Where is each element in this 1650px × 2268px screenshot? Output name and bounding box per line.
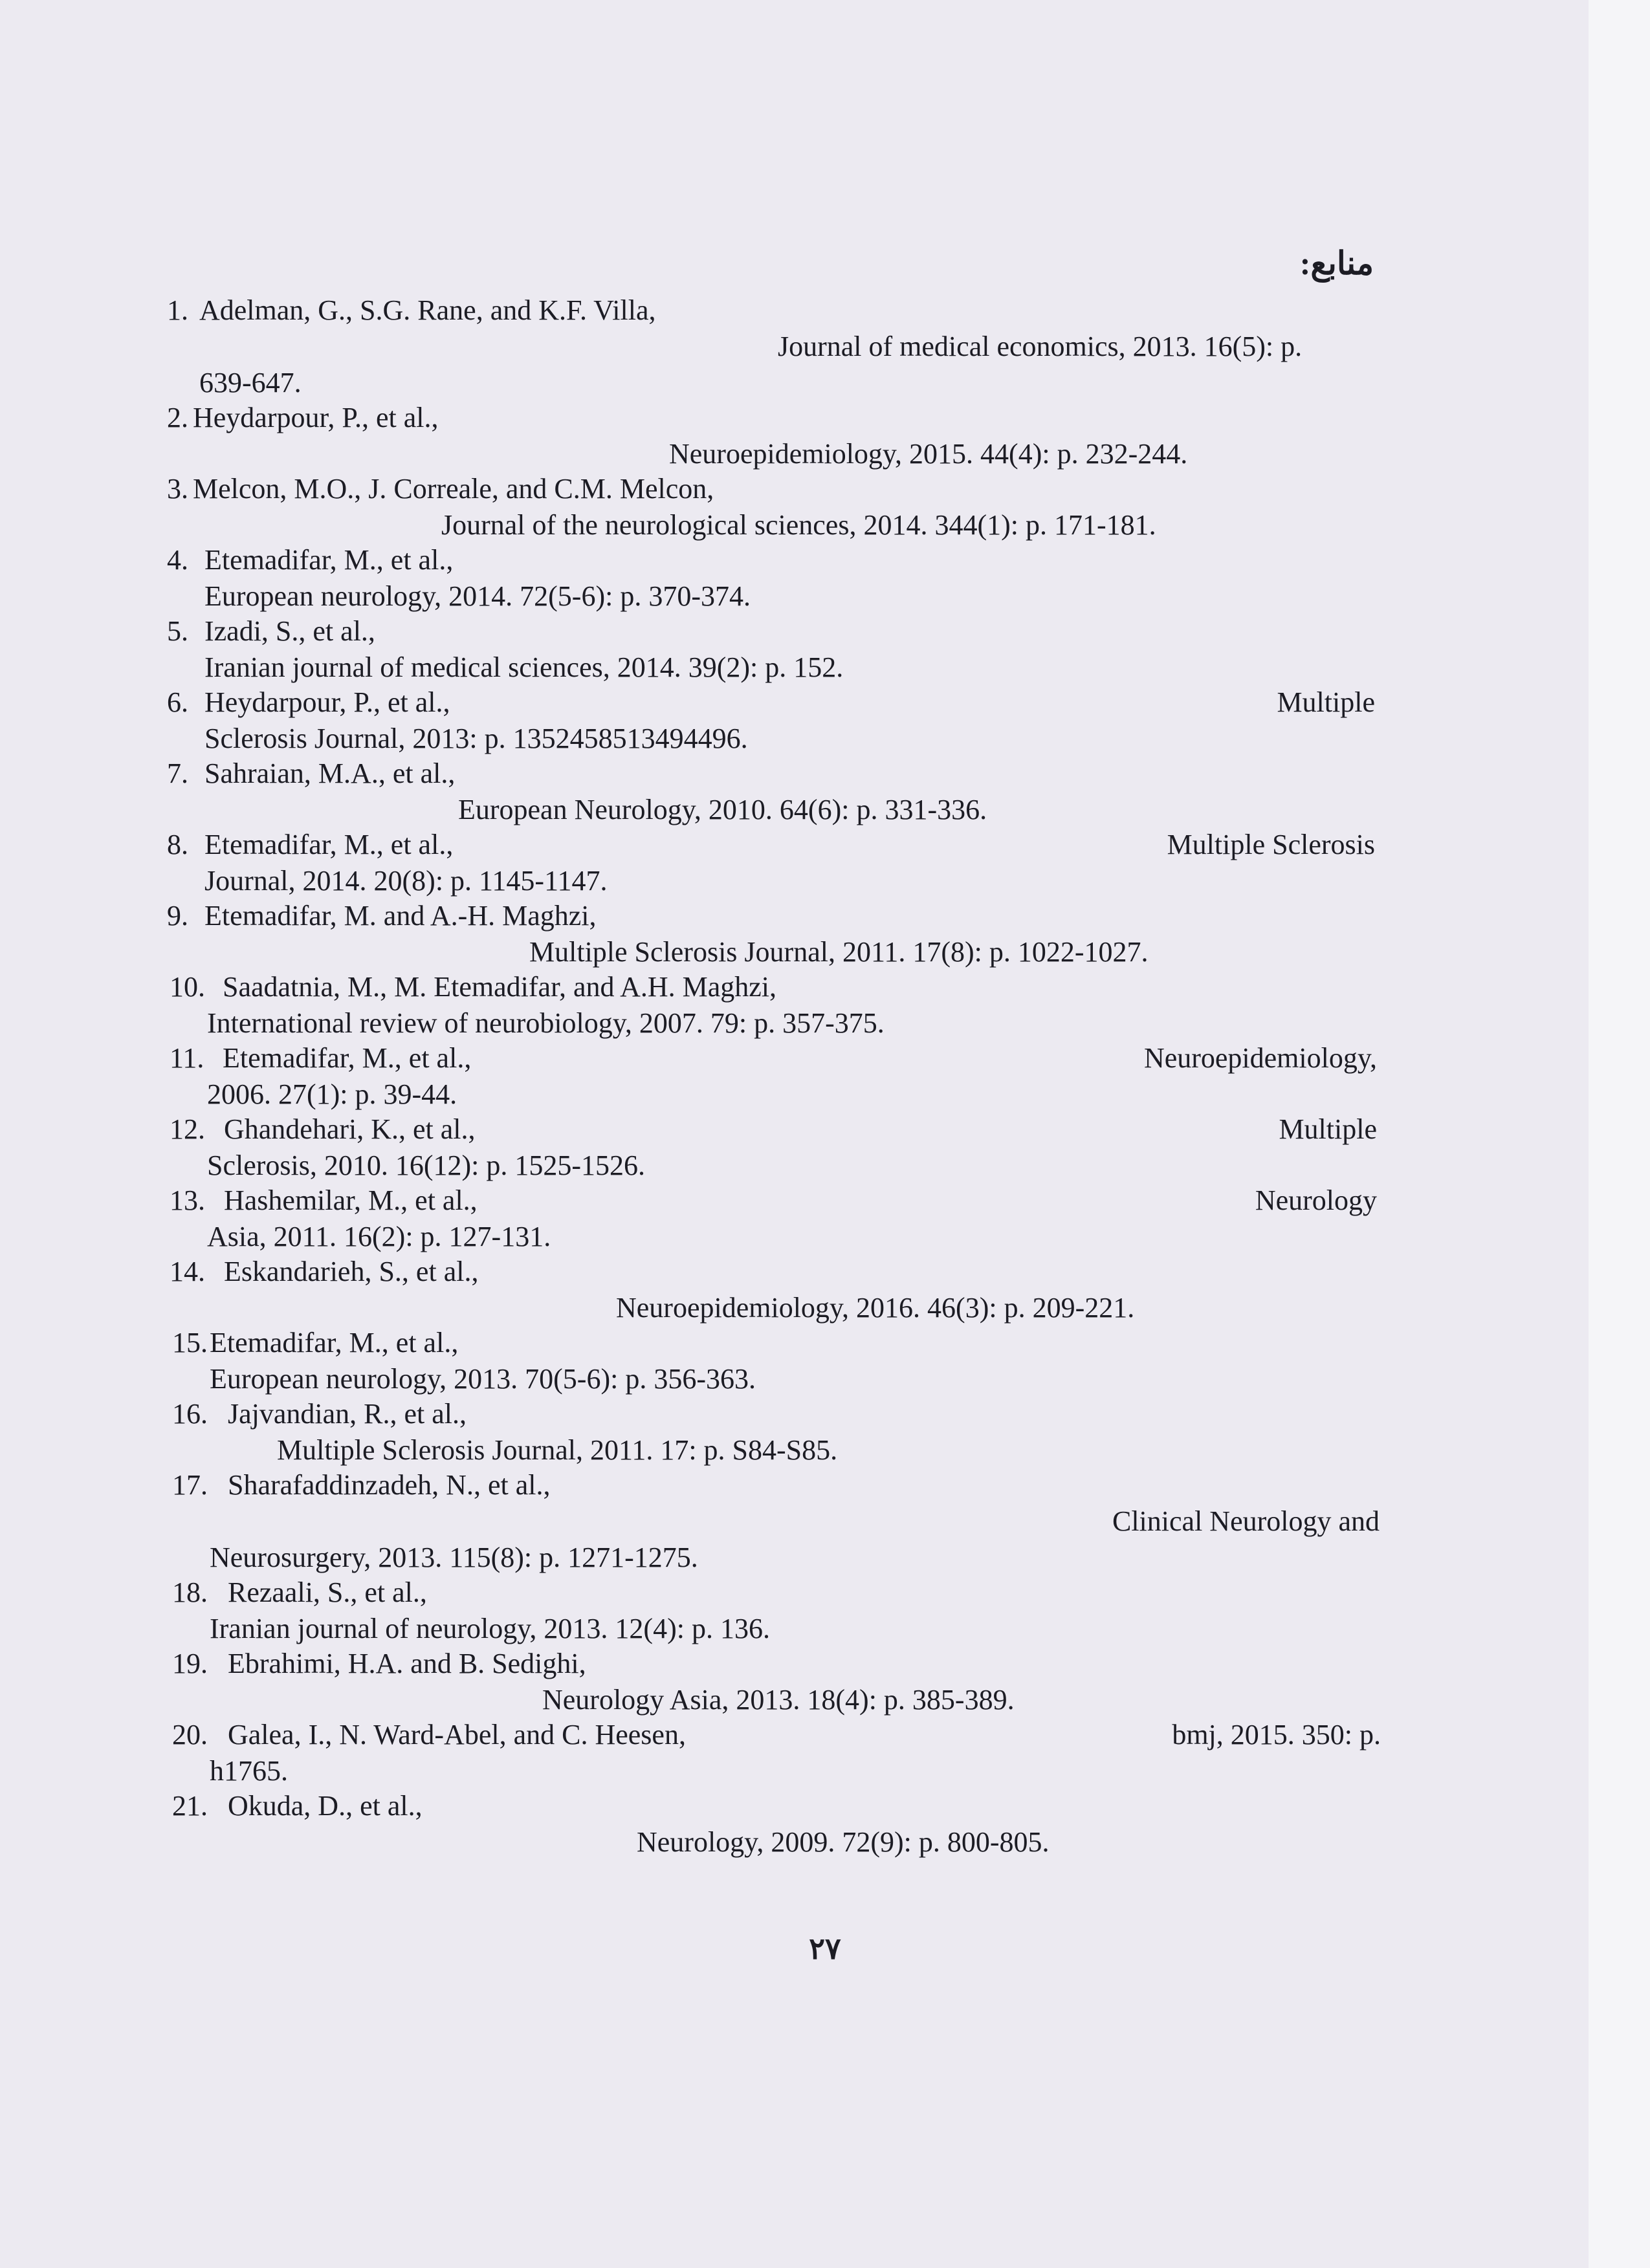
reference-line: Asia, 2011. 16(2): p. 127-131. — [207, 1221, 551, 1252]
reference-number: 18. — [172, 1576, 208, 1608]
reference-line: Journal, 2014. 20(8): p. 1145-1147. — [204, 865, 608, 897]
reference-line: 2006. 27(1): p. 39-44. — [207, 1078, 457, 1110]
reference-line: Journal of medical economics, 2013. 16(5): p. — [778, 331, 1303, 362]
reference-number: 11. — [170, 1042, 204, 1074]
reference-line: Multiple — [1277, 686, 1375, 718]
reference-line: Neuroepidemiology, 2016. 46(3): p. 209-221. — [616, 1292, 1135, 1324]
reference-number: 3. — [167, 473, 188, 505]
reference-number: 17. — [172, 1469, 208, 1501]
reference-number: 19. — [172, 1648, 208, 1679]
reference-line: Neuroepidemiology, — [1143, 1042, 1377, 1074]
reference-number: 14. — [170, 1256, 205, 1287]
reference-line: European neurology, 2014. 72(5-6): p. 370-374. — [204, 580, 751, 612]
reference-line: Heydarpour, P., et al., — [204, 686, 450, 718]
page-edge — [1589, 0, 1650, 2268]
reference-line: Hashemilar, M., et al., — [224, 1184, 478, 1216]
reference-line: Ebrahimi, H.A. and B. Sedighi, — [228, 1648, 586, 1679]
reference-number: 7. — [167, 758, 188, 789]
reference-number: 6. — [167, 686, 188, 718]
reference-line: Journal of the neurological sciences, 2014. 344(1): p. 171-181. — [441, 509, 1156, 541]
reference-number: 9. — [167, 900, 188, 932]
reference-line: Etemadifar, M., et al., — [223, 1042, 472, 1074]
reference-line: Sclerosis Journal, 2013: p. 1352458513494496. — [204, 723, 748, 754]
reference-line: bmj, 2015. 350: p. — [1172, 1719, 1381, 1750]
reference-number: 1. — [167, 294, 188, 326]
reference-line: Okuda, D., et al., — [228, 1790, 423, 1822]
reference-line: Clinical Neurology and — [1112, 1505, 1380, 1537]
reference-line: Adelman, G., S.G. Rane, and K.F. Villa, — [199, 294, 656, 326]
reference-line: Heydarpour, P., et al., — [193, 402, 439, 433]
reference-line: Sahraian, M.A., et al., — [204, 758, 456, 789]
reference-number: 20. — [172, 1719, 208, 1750]
reference-line: Etemadifar, M. and A.-H. Maghzi, — [204, 900, 597, 932]
reference-line: Etemadifar, M., et al., — [204, 829, 454, 860]
reference-number: 2. — [167, 402, 188, 433]
reference-line: Rezaali, S., et al., — [228, 1576, 427, 1608]
reference-line: Multiple Sclerosis Journal, 2011. 17(8): p. 1022-1027. — [529, 936, 1149, 968]
reference-line: European Neurology, 2010. 64(6): p. 331-336. — [458, 794, 987, 825]
reference-line: Iranian journal of medical sciences, 2014. 39(2): p. 152. — [204, 651, 844, 683]
reference-number: 12. — [170, 1113, 205, 1145]
reference-line: Etemadifar, M., et al., — [204, 544, 454, 576]
reference-line: Neurosurgery, 2013. 115(8): p. 1271-1275. — [210, 1542, 698, 1573]
reference-number: 15. — [172, 1327, 208, 1358]
reference-line: Ghandehari, K., et al., — [224, 1113, 476, 1145]
reference-line: Izadi, S., et al., — [204, 615, 375, 647]
reference-number: 10. — [170, 971, 205, 1003]
reference-line: Multiple — [1279, 1113, 1377, 1145]
reference-line: Jajvandian, R., et al., — [228, 1398, 467, 1430]
reference-line: International review of neurobiology, 2007. 79: p. 357-375. — [207, 1007, 885, 1039]
reference-line: Galea, I., N. Ward-Abel, and C. Heesen, — [228, 1719, 686, 1750]
reference-line: Eskandarieh, S., et al., — [224, 1256, 479, 1287]
page-number: ۲۷ — [809, 1932, 841, 1965]
reference-line: European neurology, 2013. 70(5-6): p. 356-363. — [210, 1363, 756, 1395]
reference-line: h1765. — [210, 1755, 288, 1787]
reference-line: Neurology — [1255, 1184, 1377, 1216]
reference-line: Iranian journal of neurology, 2013. 12(4): p. 136. — [210, 1613, 770, 1644]
reference-number: 21. — [172, 1790, 208, 1822]
reference-number: 5. — [167, 615, 188, 647]
reference-number: 13. — [170, 1184, 205, 1216]
reference-line: Etemadifar, M., et al., — [210, 1327, 459, 1358]
reference-line: Neuroepidemiology, 2015. 44(4): p. 232-244. — [669, 438, 1188, 470]
reference-line: Saadatnia, M., M. Etemadifar, and A.H. Maghzi, — [223, 971, 777, 1003]
reference-line: Multiple Sclerosis — [1167, 829, 1375, 860]
reference-line: Neurology, 2009. 72(9): p. 800-805. — [637, 1826, 1050, 1858]
reference-line: Sharafaddinzadeh, N., et al., — [228, 1469, 551, 1501]
reference-line: Multiple Sclerosis Journal, 2011. 17: p. S84-S85. — [277, 1434, 838, 1466]
reference-number: 16. — [172, 1398, 208, 1430]
reference-number: 8. — [167, 829, 188, 860]
reference-line: 639-647. — [199, 367, 302, 398]
reference-line: Neurology Asia, 2013. 18(4): p. 385-389. — [542, 1684, 1015, 1716]
reference-number: 4. — [167, 544, 188, 576]
reference-line: Melcon, M.O., J. Correale, and C.M. Melcon, — [193, 473, 714, 505]
references-heading: منابع: — [1299, 245, 1374, 281]
reference-line: Sclerosis, 2010. 16(12): p. 1525-1526. — [207, 1150, 646, 1181]
